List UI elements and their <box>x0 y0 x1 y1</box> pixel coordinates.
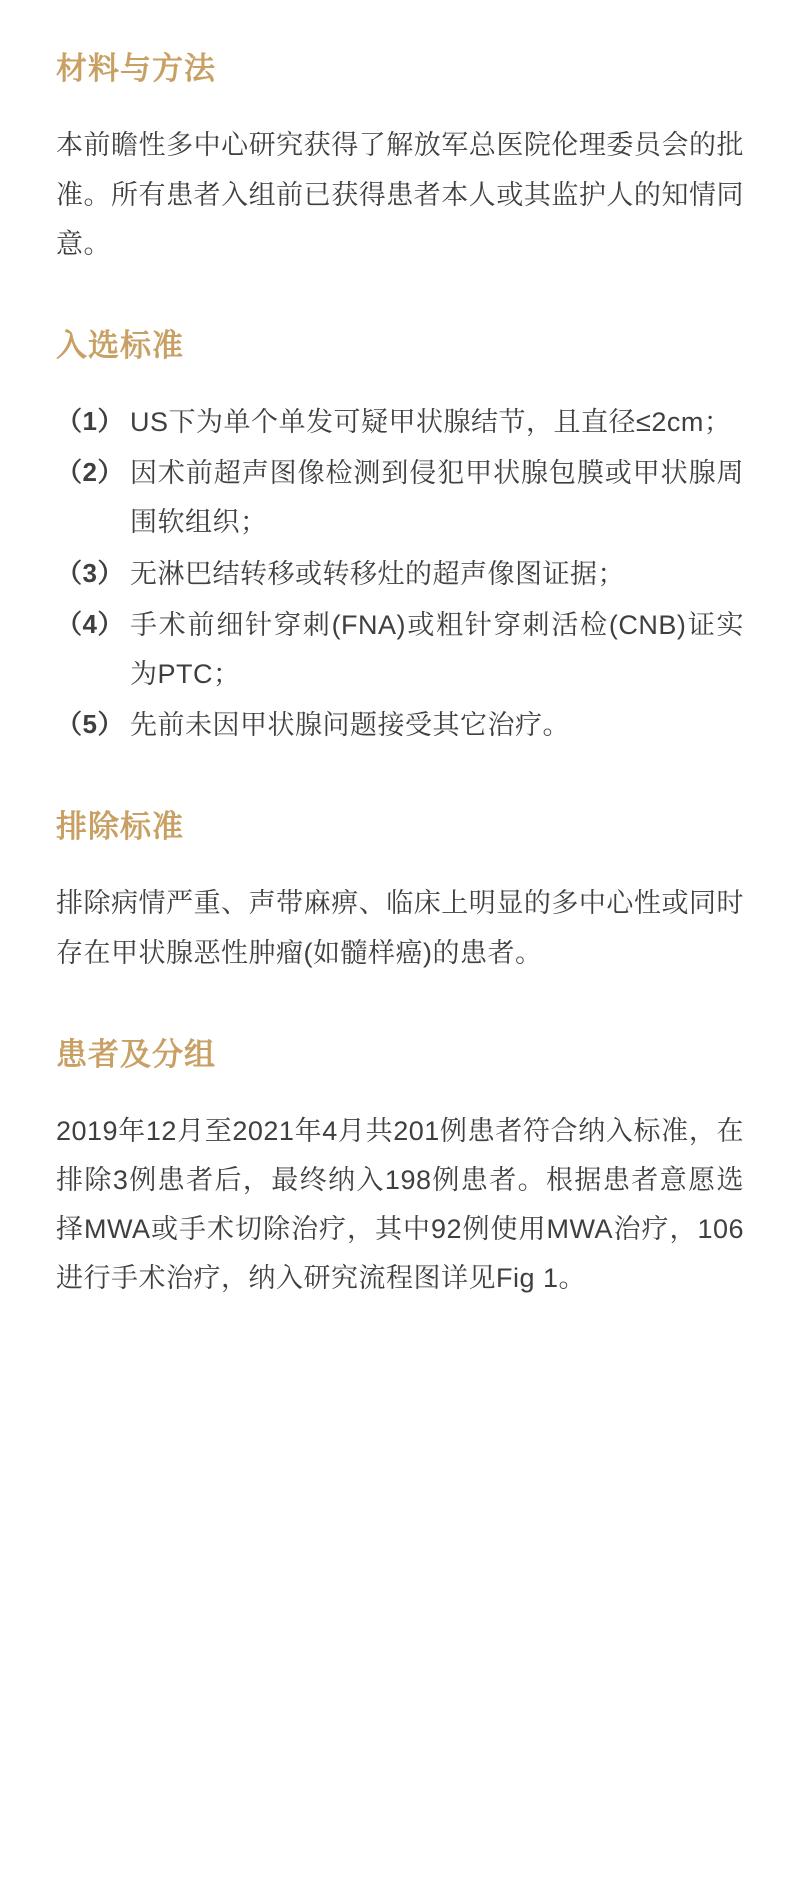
paragraph-patients-and-grouping: 2019年12月至2021年4月共201例患者符合纳入标准，在排除3例患者后，最终纳入198例患者。根据患者意愿选择MWA或手术切除治疗，其中92例使用MWA治疗，106进行手术治疗，纳入研究流程图详见Fig 1。 <box>56 1116 744 1294</box>
list-item <box>56 449 744 547</box>
list-item-marker: （4） <box>56 608 124 639</box>
list-item-text: 因术前超声图像检测到侵犯甲状腺包膜或甲状腺周围软组织； <box>130 458 744 538</box>
paragraph-exclusion-criteria: 排除病情严重、声带麻痹、临床上明显的多中心性或同时存在甲状腺恶性肿瘤(如髓样癌)的患者。 <box>56 888 744 968</box>
list-item-marker: （1） <box>56 406 124 437</box>
list-item-text: 先前未因甲状腺问题接受其它治疗。 <box>130 709 570 740</box>
list-item <box>56 701 744 750</box>
list-item-marker: （2） <box>56 457 124 488</box>
list-item-text: 无淋巴结转移或转移灶的超声像图证据； <box>130 558 625 589</box>
section-heading-inclusion-criteria: 入选标准 <box>56 327 184 364</box>
section-heading-patients-and-grouping: 患者及分组 <box>56 1036 216 1073</box>
list-item <box>56 601 744 699</box>
section-heading-materials-and-methods: 材料与方法 <box>56 51 216 87</box>
list-item <box>56 398 744 447</box>
list-item <box>56 550 744 599</box>
list-item-text: 手术前细针穿刺(FNA)或粗针穿刺活检(CNB)证实为PTC； <box>130 609 744 689</box>
list-item-marker: （5） <box>56 708 124 739</box>
list-item-text: US下为单个单发可疑甲状腺结节，且直径≤2cm； <box>130 407 732 438</box>
list-item-marker: （3） <box>56 557 124 588</box>
section-heading-exclusion-criteria: 排除标准 <box>56 809 184 846</box>
inclusion-criteria-list <box>56 398 744 750</box>
paragraph-materials-and-methods: 本前瞻性多中心研究获得了解放军总医院伦理委员会的批准。所有患者入组前已获得患者本人或其监护人的知情同意。 <box>56 130 744 259</box>
